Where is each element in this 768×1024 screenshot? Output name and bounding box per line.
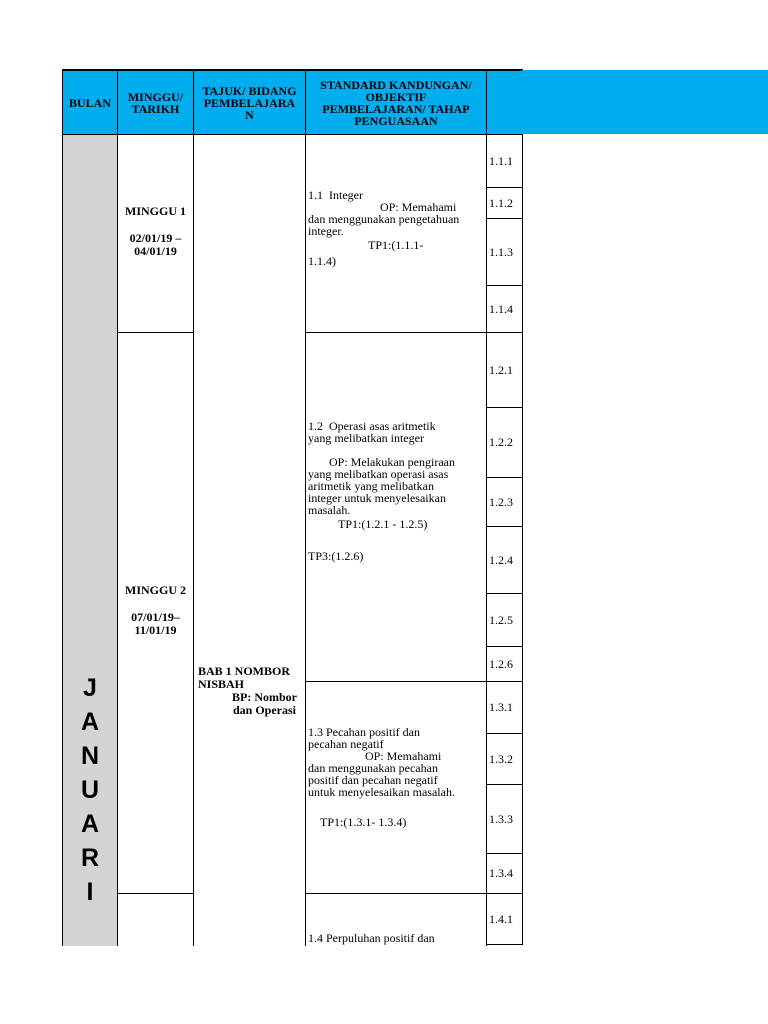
standard-level: TP1:(1.2.1 - 1.2.5) TP3:(1.2.6) (308, 517, 428, 563)
code-cell (486, 784, 523, 854)
code-cell (486, 134, 523, 188)
standard-objective: OP: Memahami dan menggunakan pengetahuan integer. (308, 200, 460, 238)
month-letter: R (80, 844, 100, 872)
header-bulan (62, 69, 118, 135)
standard-1-2 (305, 332, 487, 682)
month-letter: A (80, 708, 100, 736)
header-standard-text: STANDARD KANDUNGAN/ OBJEKTIF PEMBELAJARAN/ TAHAP PENGUASAAN (320, 77, 472, 128)
week-2-date: 07/01/19– 11/01/19 (131, 610, 180, 637)
code-cell (486, 646, 523, 682)
standard-level: TP1:(1.1.1- 1.1.4) (308, 238, 424, 268)
code-text: 1.2.3 (489, 494, 513, 509)
week-2-cell (117, 332, 194, 894)
topic-field: BP: Nombor dan Operasi (232, 690, 297, 717)
month-letter: U (80, 776, 100, 804)
code-text: 1.3.2 (489, 751, 513, 766)
code-text: 1.2.1 (489, 362, 513, 377)
standard-title: 1.2 Operasi asas aritmetik yang melibatkan integer (308, 419, 436, 445)
standard-objective: OP: Memahami dan menggunakan pecahan positif dan pecahan negatif untuk menyelesaikan masalah. (308, 749, 455, 799)
month-letter: I (86, 878, 94, 906)
code-cell (486, 681, 523, 734)
code-text: 1.2.5 (489, 612, 513, 627)
week-1-date: 02/01/19 – 04/01/19 (129, 231, 182, 258)
standard-1-3 (305, 681, 487, 894)
week-1-cell (117, 134, 194, 333)
header-bulan-text: BULAN (68, 95, 111, 110)
header-minggu-text: MINGGU/ TARIKH (127, 89, 184, 116)
code-cell (486, 733, 523, 785)
code-cell (486, 285, 523, 333)
code-cell (486, 893, 523, 945)
code-cell (486, 853, 523, 894)
week-1-label: MINGGU 1 (125, 204, 186, 218)
standard-title: 1.1 Integer (308, 188, 363, 202)
code-text: 1.2.6 (489, 656, 513, 671)
code-cell (486, 218, 523, 286)
code-text: 1.1.3 (489, 244, 513, 259)
header-tajuk (193, 69, 306, 135)
header-standard (305, 69, 487, 135)
code-text: 1.1.4 (489, 301, 513, 316)
header-blank (486, 69, 523, 135)
code-cell (486, 593, 523, 647)
page-bottom-margin (0, 946, 768, 1024)
month-letter: J (83, 674, 97, 702)
standard-level: TP1:(1.3.1- 1.3.4) (320, 815, 407, 829)
code-text: 1.3.1 (489, 700, 513, 714)
header-minggu (117, 69, 194, 135)
code-cell (486, 407, 523, 478)
header-extension (522, 70, 768, 134)
header-tajuk-text: TAJUK/ BIDANG PEMBELAJARA N (202, 83, 297, 122)
topic-cell (193, 134, 306, 974)
month-cell (62, 134, 118, 954)
month-letter: A (80, 810, 100, 838)
code-text: 1.1.2 (489, 195, 513, 210)
standard-objective: OP: Melakukan pengiraan yang melibatkan operasi asas aritmetik yang melibatkan integer untuk menyelesaikan masalah. (308, 455, 455, 517)
code-text: 1.2.4 (489, 552, 513, 567)
code-cell (486, 526, 523, 594)
standard-1-1 (305, 134, 487, 333)
standard-title: 1.3 Pecahan positif dan pecahan negatif (308, 725, 420, 751)
topic-title: BAB 1 NOMBOR NISBAH (198, 664, 291, 691)
code-cell (486, 477, 523, 527)
standard-title: 1.4 Perpuluhan positif dan (308, 931, 435, 945)
code-cell (486, 332, 523, 408)
month-name (63, 671, 117, 909)
month-letter: N (80, 742, 100, 770)
code-text: 1.3.3 (489, 811, 513, 826)
code-text: 1.2.2 (489, 435, 513, 449)
code-text: 1.3.4 (489, 866, 513, 880)
code-text: 1.1.1 (489, 153, 513, 168)
week-2-label: MINGGU 2 (125, 583, 186, 597)
code-text: 1.4.1 (489, 911, 513, 926)
code-cell (486, 187, 523, 219)
